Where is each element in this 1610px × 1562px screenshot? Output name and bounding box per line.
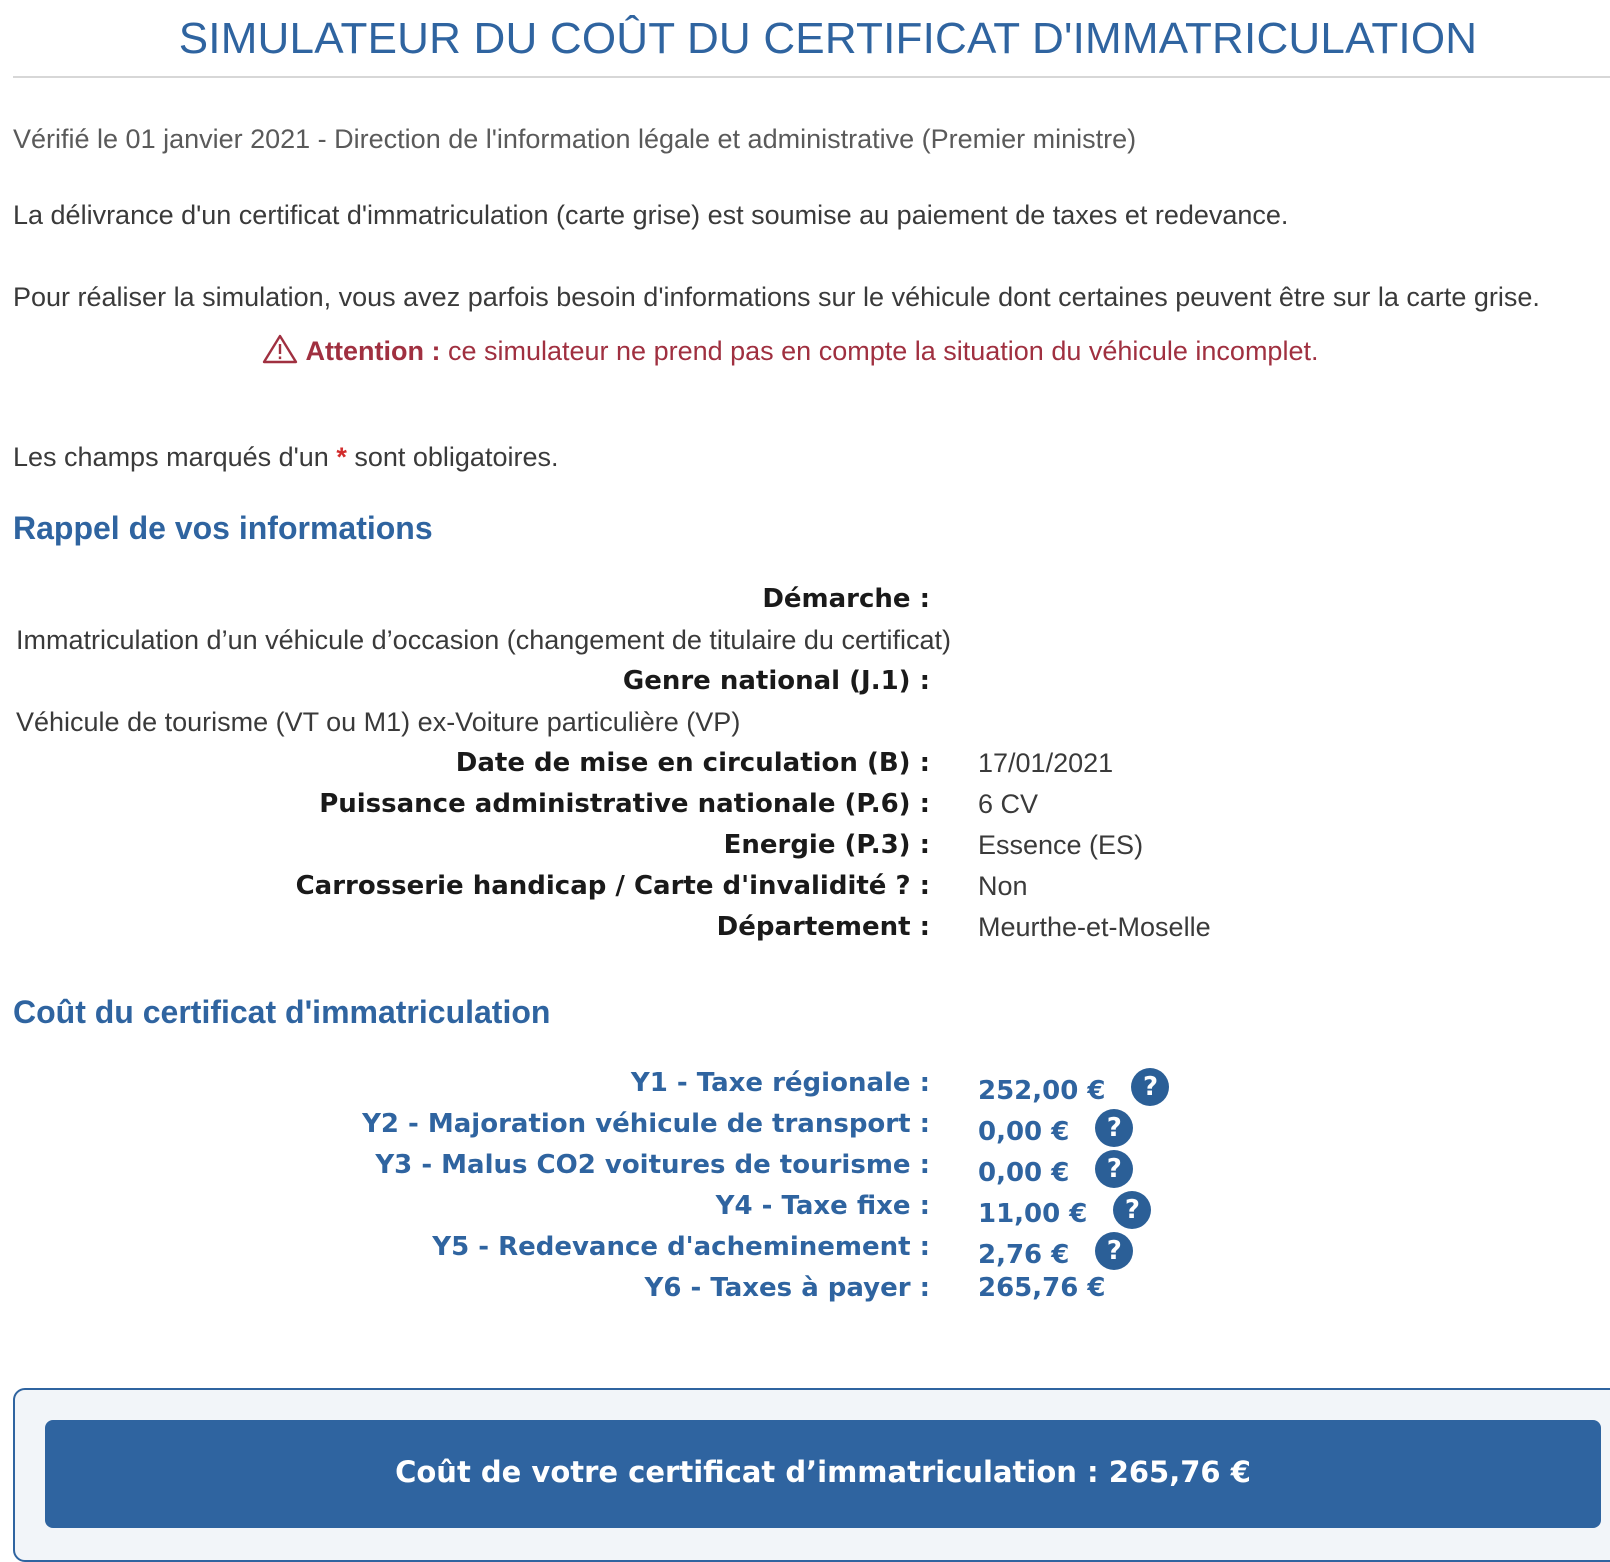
- cost-amount: 11,00 €: [978, 1199, 1088, 1229]
- help-icon[interactable]: ?: [1095, 1150, 1133, 1188]
- help-icon[interactable]: ?: [1095, 1109, 1133, 1147]
- cost-row-y5: [0, 1230, 1610, 1271]
- recap-row-energie: [0, 828, 1610, 869]
- recap-row-departement: [0, 910, 1610, 951]
- cost-amount: 0,00 €: [978, 1158, 1070, 1188]
- verification-meta: Vérifié le 01 janvier 2021 - Direction de l'information légale et administrative (Premier ministre): [13, 124, 1137, 154]
- required-fields-note: [13, 442, 558, 473]
- cost-amount: 252,00 €: [978, 1076, 1106, 1106]
- recap-value: 6 CV: [978, 789, 1039, 819]
- warning-text: ce simulateur ne prend pas en compte la situation du véhicule incomplet.: [440, 336, 1319, 366]
- required-star: *: [336, 442, 347, 472]
- recap-row-genre: [0, 664, 1610, 705]
- recap-value: Non: [978, 871, 1028, 901]
- cost-heading: Coût du certificat d'immatriculation: [13, 994, 551, 1030]
- recap-list: [0, 582, 1610, 951]
- warning-notice: [0, 334, 1580, 371]
- recap-row-date: [0, 746, 1610, 787]
- cost-amount: 2,76 €: [978, 1240, 1070, 1270]
- cost-label: Y6 - Taxes à payer :: [644, 1273, 930, 1303]
- cost-value: [978, 1109, 1133, 1147]
- recap-value: 17/01/2021: [978, 748, 1114, 778]
- cost-row-y4: [0, 1189, 1610, 1230]
- page-title: SIMULATEUR DU COÛT DU CERTIFICAT D'IMMATRICULATION: [178, 14, 1478, 63]
- recap-row-puissance: [0, 787, 1610, 828]
- cost-label: Y4 - Taxe fixe :: [715, 1191, 930, 1221]
- recap-value: Véhicule de tourisme (VT ou M1) ex-Voiture particulière (VP): [16, 707, 741, 737]
- recap-heading: Rappel de vos informations: [13, 510, 433, 546]
- cost-row-y6: [0, 1271, 1610, 1312]
- cost-list: [0, 1066, 1610, 1312]
- recap-row-handicap: [0, 869, 1610, 910]
- recap-row-demarche-value: [0, 623, 1610, 664]
- cost-value: [978, 1232, 1133, 1270]
- intro-paragraph-1: La délivrance d'un certificat d'immatriculation (carte grise) est soumise au paiement de taxes et redevance.: [13, 200, 1289, 230]
- recap-row-demarche: [0, 582, 1610, 623]
- recap-value: Essence (ES): [978, 830, 1144, 860]
- cost-row-y2: [0, 1107, 1610, 1148]
- recap-label: Carrosserie handicap / Carte d'invalidité ? :: [295, 871, 930, 901]
- cost-value: [978, 1068, 1169, 1106]
- recap-label: Puissance administrative nationale (P.6) :: [319, 789, 930, 819]
- title-divider: [13, 76, 1610, 78]
- intro-paragraph-2: Pour réaliser la simulation, vous avez parfois besoin d'informations sur le véhicule dont certaines peuvent être sur la carte grise.: [13, 282, 1540, 312]
- recap-label: Département :: [716, 912, 930, 942]
- cost-value: [978, 1273, 1105, 1303]
- cost-value: [978, 1150, 1133, 1188]
- required-note-before: Les champs marqués d'un: [13, 442, 337, 472]
- cost-amount: 265,76 €: [978, 1273, 1106, 1303]
- cost-label: Y3 - Malus CO2 voitures de tourisme :: [375, 1150, 930, 1180]
- recap-label: Démarche :: [762, 584, 930, 614]
- recap-row-genre-value: [0, 705, 1610, 746]
- warning-triangle-icon: [262, 334, 298, 371]
- total-cost-banner[interactable]: Coût de votre certificat d’immatriculation : 265,76 €: [45, 1420, 1601, 1528]
- help-icon[interactable]: ?: [1095, 1232, 1133, 1270]
- cost-row-y3: [0, 1148, 1610, 1189]
- recap-value: Immatriculation d’un véhicule d’occasion (changement de titulaire du certificat): [16, 625, 951, 655]
- cost-amount: 0,00 €: [978, 1117, 1070, 1147]
- recap-value: Meurthe-et-Moselle: [978, 912, 1211, 942]
- recap-label: Energie (P.3) :: [723, 830, 930, 860]
- cost-row-y1: [0, 1066, 1610, 1107]
- help-icon[interactable]: ?: [1113, 1191, 1151, 1229]
- result-panel: [13, 1388, 1610, 1562]
- cost-label: Y2 - Majoration véhicule de transport :: [362, 1109, 930, 1139]
- recap-label: Genre national (J.1) :: [622, 666, 930, 696]
- cost-label: Y5 - Redevance d'acheminement :: [432, 1232, 930, 1262]
- help-icon[interactable]: ?: [1131, 1068, 1169, 1106]
- cost-value: [978, 1191, 1151, 1229]
- recap-label: Date de mise en circulation (B) :: [455, 748, 930, 778]
- required-note-after: sont obligatoires.: [346, 442, 559, 472]
- cost-label: Y1 - Taxe régionale :: [630, 1068, 930, 1098]
- warning-label: Attention :: [305, 336, 441, 366]
